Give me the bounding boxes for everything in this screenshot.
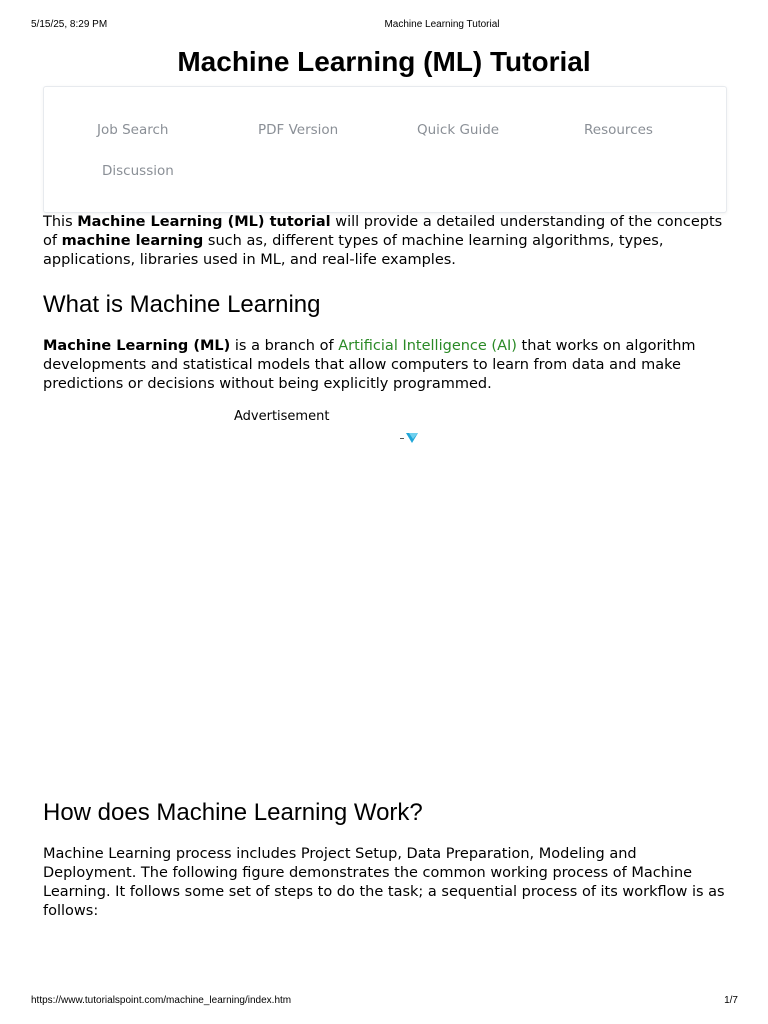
artificial-intelligence-link[interactable]: Artificial Intelligence (AI) bbox=[338, 338, 517, 354]
intro-text-2: will provide a detailed understanding of the concepts of bbox=[43, 214, 723, 249]
print-page-number: 1/7 bbox=[724, 995, 738, 1006]
nav-quick-guide-link[interactable]: Quick Guide bbox=[417, 122, 500, 138]
how-ml-works-heading: How does Machine Learning Work? bbox=[43, 799, 423, 826]
intro-bold-1: Machine Learning (ML) tutorial bbox=[77, 214, 331, 230]
ml-definition-paragraph bbox=[43, 337, 733, 394]
print-footer-url: https://www.tutorialspoint.com/machine_learning/index.htm bbox=[31, 995, 292, 1006]
advertisement-area bbox=[43, 450, 725, 780]
tutorial-nav-box bbox=[43, 86, 727, 213]
intro-bold-2: machine learning bbox=[61, 233, 204, 249]
intro-text-3: such as, different types of machine learning algorithms, types, applications, libraries used in ML, and real-life examples. bbox=[43, 233, 664, 268]
ad-choices-icon[interactable] bbox=[399, 431, 419, 443]
page-title: Machine Learning (ML) Tutorial bbox=[177, 46, 591, 77]
ml-definition-text-2: that works on algorithm developments and statistical models that allow computers to learn from data and make predictions or decisions without being explicitly programmed. bbox=[43, 338, 696, 392]
ml-definition-bold: Machine Learning (ML) bbox=[43, 338, 231, 354]
print-document-title: Machine Learning Tutorial bbox=[384, 19, 500, 30]
what-is-ml-heading: What is Machine Learning bbox=[43, 291, 321, 318]
intro-paragraph bbox=[43, 213, 733, 270]
ml-definition-text-1: is a branch of bbox=[230, 338, 339, 354]
advertisement-label: Advertisement bbox=[234, 409, 330, 424]
print-date: 5/15/25, 8:29 PM bbox=[31, 19, 108, 30]
how-ml-works-paragraph: Machine Learning process includes Project Setup, Data Preparation, Modeling and Deployment. The following figure demonstrates the common working process of Machine Learning. It follows some set of steps to do the task; a sequential process of its workflow is as follows: bbox=[43, 846, 725, 919]
nav-resources-link[interactable]: Resources bbox=[584, 122, 653, 138]
nav-discussion-link[interactable]: Discussion bbox=[102, 163, 174, 179]
nav-pdf-version-link[interactable]: PDF Version bbox=[258, 122, 339, 138]
nav-job-search-link[interactable]: Job Search bbox=[97, 122, 169, 138]
intro-text-1: This bbox=[43, 214, 78, 230]
